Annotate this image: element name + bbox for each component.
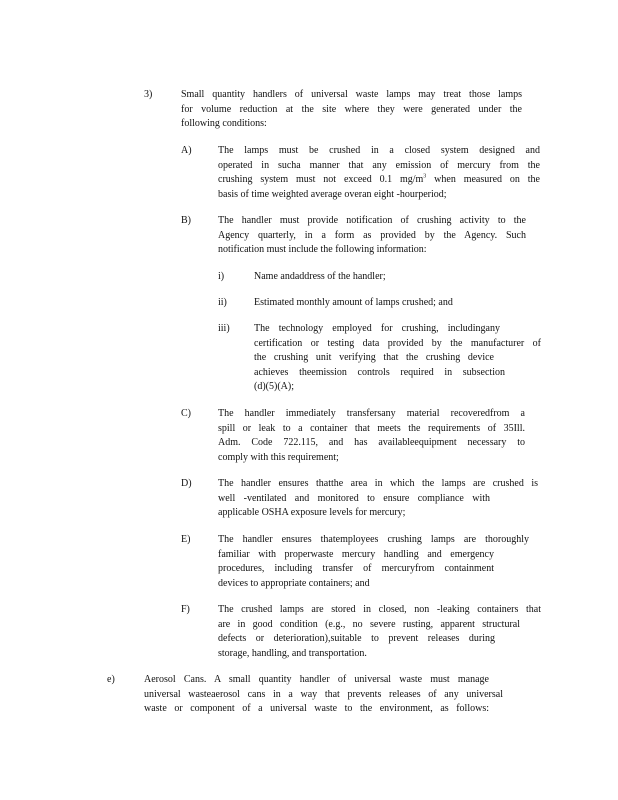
text-line: notification must include the following information: xyxy=(218,244,427,255)
item-number: 3) xyxy=(144,89,153,100)
text-line: The technology employed for crushing, includingany xyxy=(254,323,500,334)
text-line: the crushing unit verifying that the crushing device xyxy=(254,352,494,363)
paragraph-item-Biii xyxy=(254,322,541,395)
text-line: The handler must provide notification of crushing activity to the xyxy=(218,215,526,226)
paragraph-item-Bii xyxy=(254,296,494,311)
text-line: waste or component of a universal waste to the environment, as follows: xyxy=(144,703,489,714)
text-fragment: when measured on the xyxy=(426,174,540,185)
text-line: Name andaddress of the handler; xyxy=(254,271,386,282)
paragraph-item-E xyxy=(218,533,529,591)
text-line: Adm. Code 722.115, and has availableequipment necessary to xyxy=(218,437,525,448)
text-line: for volume reduction at the site where they were generated under the xyxy=(181,103,522,115)
item-number: ii) xyxy=(218,297,227,308)
text-line: operated in sucha manner that any emission of mercury from the xyxy=(218,159,540,171)
text-line: devices to appropriate containers; and xyxy=(218,577,370,589)
paragraph-item-F xyxy=(218,603,541,661)
item-number: C) xyxy=(181,408,191,419)
text-line: The handler immediately transfersany material recoveredfrom a xyxy=(218,408,525,419)
item-number: i) xyxy=(218,271,225,282)
text-line: Estimated monthly amount of lamps crushed; and xyxy=(254,297,453,308)
text-line: universal wasteaerosol cans in a way that prevents releases of any universal xyxy=(144,688,503,700)
text-line: familiar with properwaste mercury handling and emergency xyxy=(218,548,494,560)
text-line: Agency quarterly, in a form as provided by the Agency. Such xyxy=(218,229,526,241)
text-line: certification or testing data provided by the manufacturer of xyxy=(254,337,541,349)
item-number: D) xyxy=(181,478,192,489)
text-line: The handler ensures thatemployees crushing lamps are thoroughly xyxy=(218,534,529,545)
text-line: Aerosol Cans. A small quantity handler of universal waste must manage xyxy=(144,674,489,685)
text-line: well -ventilated and monitored to ensure compliance with xyxy=(218,492,490,504)
paragraph-item-3 xyxy=(181,88,522,132)
text-line: spill or leak to a container that meets the requirements of 35Ill. xyxy=(218,422,525,434)
item-number: B) xyxy=(181,215,191,226)
text-line: following conditions: xyxy=(181,118,267,129)
item-number: E) xyxy=(181,534,191,545)
text-line: defects or deterioration),suitable to prevent releases during xyxy=(218,633,495,644)
item-number: iii) xyxy=(218,323,230,334)
paragraph-item-A xyxy=(218,144,540,202)
text-line: achieves theemission controls required in subsection xyxy=(254,366,505,378)
item-number: A) xyxy=(181,145,192,156)
text-line: are in good condition (e.g., no severe rusting, apparent structural xyxy=(218,618,520,630)
text-line: applicable OSHA exposure levels for mercury; xyxy=(218,507,406,518)
text-line: comply with this requirement; xyxy=(218,451,339,463)
text-line: storage, handling, and transportation. xyxy=(218,647,367,659)
text-fragment: crushing system must not exceed 0.1 mg/m xyxy=(218,174,424,185)
paragraph-item-C xyxy=(218,407,525,465)
paragraph-item-Bi xyxy=(254,270,494,285)
paragraph-item-B xyxy=(218,214,526,258)
text-line: Small quantity handlers of universal waste lamps may treat those lamps xyxy=(181,89,522,100)
paragraph-item-D xyxy=(218,477,538,521)
item-number: F) xyxy=(181,604,190,615)
superscript: 3 xyxy=(423,173,427,180)
text-line xyxy=(218,173,540,188)
text-line: basis of time weighted average overan eight -hourperiod; xyxy=(218,188,447,200)
text-line: The crushed lamps are stored in closed, non -leaking containers that xyxy=(218,604,541,615)
text-line: (d)(5)(A); xyxy=(254,381,294,392)
item-number: e) xyxy=(107,674,115,685)
text-line: The lamps must be crushed in a closed system designed and xyxy=(218,145,540,156)
text-line: procedures, including transfer of mercuryfrom containment xyxy=(218,563,494,574)
text-line: The handler ensures thatthe area in which the lamps are crushed is xyxy=(218,478,538,489)
paragraph-item-e xyxy=(144,673,503,717)
